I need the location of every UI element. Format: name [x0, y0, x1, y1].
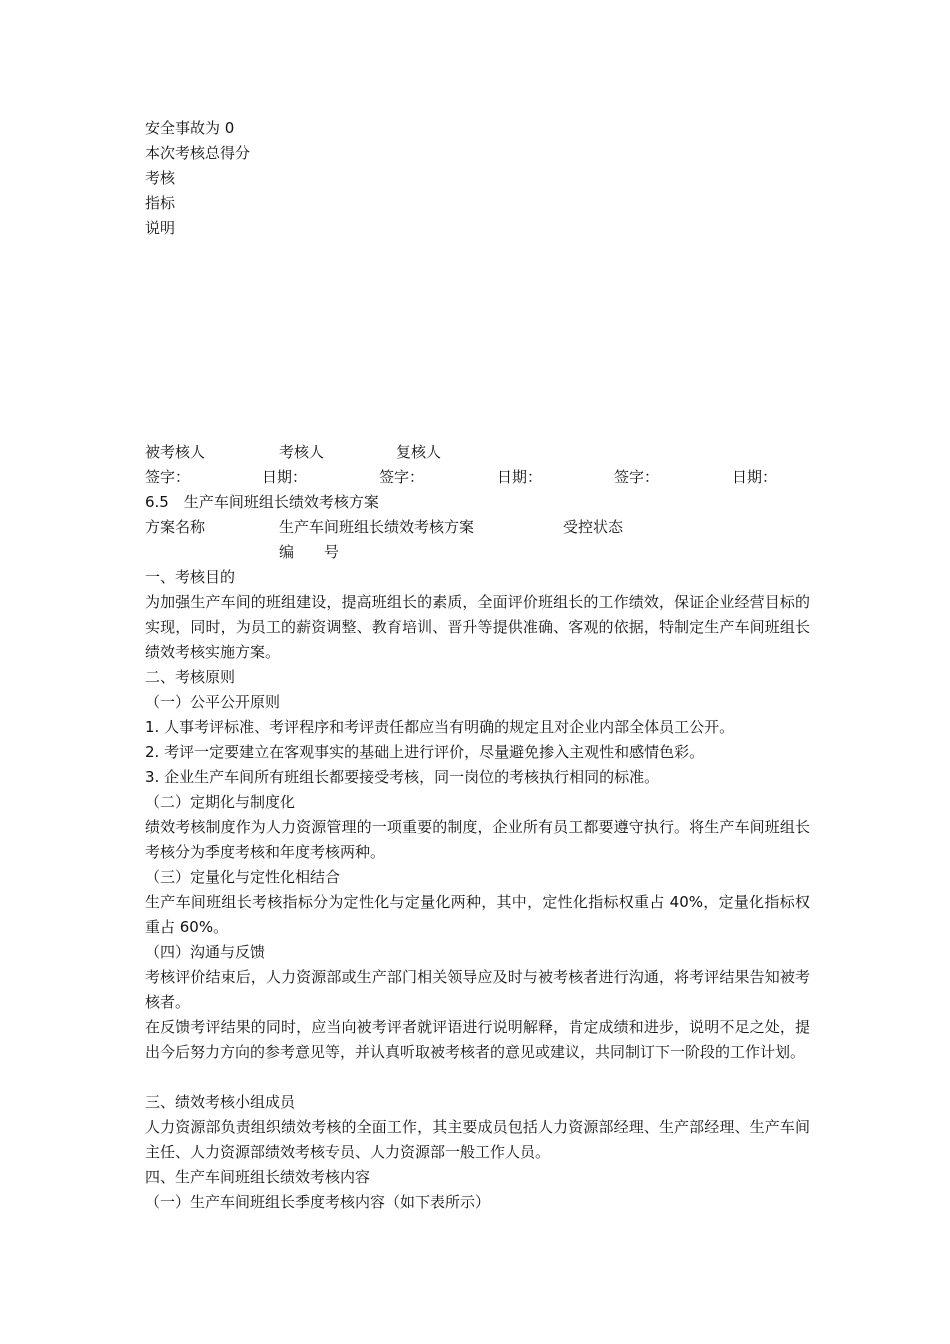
paragraph-objective: 为加强生产车间的班组建设，提高班组长的素质，全面评价班组长的工作绩效，保证企业经营目标的实现，同时，为员工的薪资调整、教育培训、晋升等提供准确、客观的依据，特制定生产车间班组长绩效考核实施方案。 — [145, 593, 810, 661]
paragraph-quantitative: 生产车间班组长考核指标分为定性化与定量化两种，其中，定性化指标权重占 40%，定量化指标权重占 60%。 — [145, 893, 810, 936]
safety-accident-line: 安全事故为 0 — [145, 119, 235, 137]
subheading-quarterly: （一）生产车间班组长季度考核内容（如下表所示） — [145, 1193, 491, 1211]
assessee-label: 被考核人 — [145, 443, 206, 461]
subheading-quantitative: （三）定量化与定性化相结合 — [145, 868, 341, 886]
date-label-1: 日期： — [262, 468, 308, 486]
indicator-label: 指标 — [145, 194, 176, 212]
subheading-regularity: （二）定期化与制度化 — [145, 793, 296, 811]
assessment-label: 考核 — [145, 169, 176, 187]
number-label: 编 号 — [279, 543, 340, 561]
subheading-feedback: （四）沟通与反馈 — [145, 943, 266, 961]
explanation-label: 说明 — [145, 219, 176, 237]
control-status-label: 受控状态 — [563, 518, 624, 536]
assessor-label: 考核人 — [279, 443, 325, 461]
reviewer-label: 复核人 — [396, 443, 442, 461]
list-item-2: 2. 考评一定要建立在客观事实的基础上进行评价，尽量避免掺入主观性和感情色彩。 — [145, 743, 705, 761]
sign-label-1: 签字： — [145, 468, 191, 486]
total-score-label: 本次考核总得分 — [145, 144, 251, 162]
paragraph-regularity: 绩效考核制度作为人力资源管理的一项重要的制度，企业所有员工都要遵守执行。将生产车间班组长考核分为季度考核和年度考核两种。 — [145, 818, 810, 861]
paragraph-team-members: 人力资源部负责组织绩效考核的全面工作，其主要成员包括人力资源部经理、生产部经理、生产车间主任、人力资源部绩效考核专员、人力资源部一般工作人员。 — [145, 1118, 810, 1161]
date-label-2: 日期： — [497, 468, 543, 486]
list-item-3: 3. 企业生产车间所有班组长都要接受考核，同一岗位的考核执行相同的标准。 — [145, 768, 660, 786]
sign-label-3: 签字： — [614, 468, 660, 486]
sign-label-2: 签字： — [379, 468, 425, 486]
subheading-fairness: （一）公平公开原则 — [145, 693, 281, 711]
plan-name-label: 方案名称 — [145, 518, 206, 536]
plan-name-value: 生产车间班组长绩效考核方案 — [279, 518, 475, 536]
heading-principles: 二、考核原则 — [145, 668, 236, 686]
list-item-1: 1. 人事考评标准、考评程序和考评责任都应当有明确的规定且对企业内部全体员工公开。 — [145, 718, 735, 736]
heading-team-members: 三、绩效考核小组成员 — [145, 1093, 296, 1111]
section-title: 6.5 生产车间班组长绩效考核方案 — [145, 493, 379, 511]
paragraph-feedback-2: 在反馈考评结果的同时，应当向被考评者就评语进行说明解释，肯定成绩和进步，说明不足之处，提出今后努力方向的参考意见等，并认真听取被考核者的意见或建议，共同制订下一阶段的工作计划。 — [145, 1018, 810, 1061]
heading-content: 四、生产车间班组长绩效考核内容 — [145, 1168, 371, 1186]
paragraph-feedback-1: 考核评价结束后，人力资源部或生产部门相关领导应及时与被考核者进行沟通，将考评结果告知被考核者。 — [145, 968, 810, 1011]
date-label-3: 日期： — [732, 468, 778, 486]
heading-objective: 一、考核目的 — [145, 568, 236, 586]
